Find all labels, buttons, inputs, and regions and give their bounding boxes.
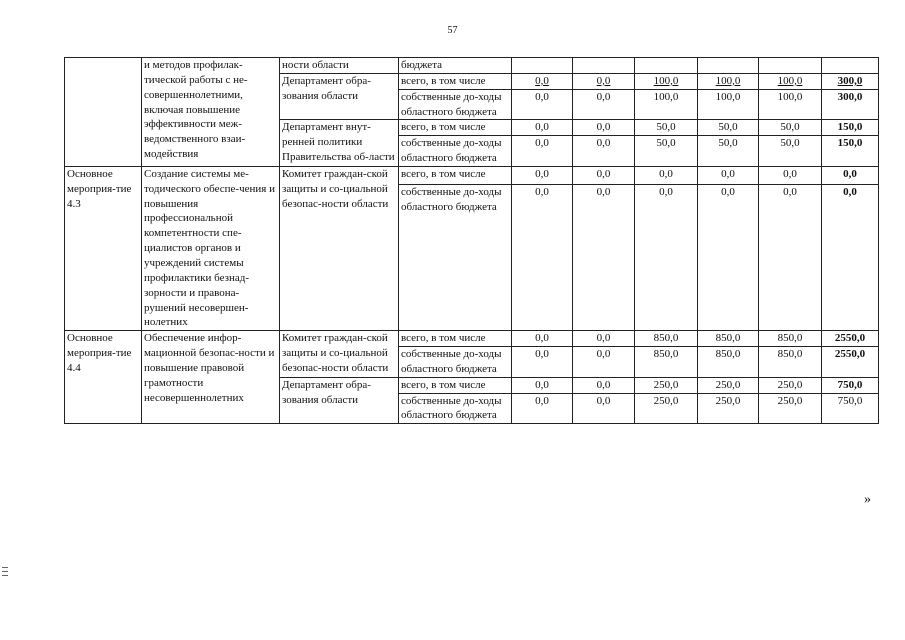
table-cell: бюджета [399, 58, 512, 74]
table-cell: 0,0 [822, 166, 879, 184]
table-cell: 0,0 [573, 166, 635, 184]
closing-quote: » [864, 492, 871, 507]
table-cell: 0,0 [759, 166, 822, 184]
table-cell: собственные до-ходы областного бюджета [399, 393, 512, 424]
table-cell: 100,0 [635, 89, 698, 120]
table-cell: 0,0 [512, 347, 573, 378]
table-cell: собственные до-ходы областного бюджета [399, 136, 512, 167]
table-cell: 50,0 [759, 120, 822, 136]
table-cell: 50,0 [698, 120, 759, 136]
table-cell: 250,0 [698, 377, 759, 393]
table-cell [635, 58, 698, 74]
table-cell: всего, в том числе [399, 166, 512, 184]
table-cell: 250,0 [698, 393, 759, 424]
table-cell: 0,0 [512, 166, 573, 184]
table-cell: Обеспечение инфор-мационной безопас-ности и повышение правовой грамотности несовершеннолетних [142, 331, 280, 424]
table-cell [759, 58, 822, 74]
table-cell: 0,0 [512, 331, 573, 347]
table-cell: 0,0 [573, 347, 635, 378]
table-cell: 0,0 [512, 393, 573, 424]
table-cell: 2550,0 [822, 347, 879, 378]
table-cell: Департамент внут-ренней политики Правительства об-ласти [280, 120, 399, 167]
table-cell: 0,0 [698, 166, 759, 184]
table-cell: 0,0 [512, 73, 573, 89]
table-cell: 0,0 [573, 331, 635, 347]
table-cell: собственные до-ходы областного бюджета [399, 347, 512, 378]
table-cell: и методов профилак-тической работы с не-совершеннолетними, включая повышение эффективности меж-ведомственного взаи-модействия [142, 58, 280, 167]
table-cell [512, 58, 573, 74]
table-cell: 0,0 [512, 136, 573, 167]
table-cell [573, 58, 635, 74]
table-cell: 850,0 [759, 347, 822, 378]
table-cell: 100,0 [759, 89, 822, 120]
table-cell: 850,0 [698, 347, 759, 378]
table-cell: Создание системы ме-тодического обеспе-чения и повышения профессиональной компетентности спе-циалистов органов и учреждений системы профилактики безнад-зорности и правона-рушений несовершен-нолетних [142, 166, 280, 330]
table-cell [822, 58, 879, 74]
table-cell: 300,0 [822, 89, 879, 120]
table-cell [698, 58, 759, 74]
table-cell: собственные до-ходы областного бюджета [399, 89, 512, 120]
table-cell: Комитет граждан-ской защиты и со-циальной безопас-ности области [280, 331, 399, 378]
table-cell: 100,0 [698, 89, 759, 120]
table-cell: Основное мероприя-тие 4.4 [65, 331, 142, 424]
table-cell: Департамент обра-зования области [280, 73, 399, 120]
table-cell: 0,0 [512, 120, 573, 136]
table-cell: Комитет граждан-ской защиты и со-циальной безопас-ности области [280, 166, 399, 330]
table-cell: всего, в том числе [399, 377, 512, 393]
table-cell: 0,0 [573, 136, 635, 167]
table-cell: ности области [280, 58, 399, 74]
table-cell: 850,0 [759, 331, 822, 347]
table-row [65, 58, 879, 74]
table-cell: 850,0 [635, 331, 698, 347]
table-cell: 0,0 [635, 185, 698, 331]
table-cell: 850,0 [698, 331, 759, 347]
table-row [65, 331, 879, 347]
table-cell: 750,0 [822, 377, 879, 393]
table-cell: 0,0 [573, 120, 635, 136]
table-cell: 0,0 [573, 73, 635, 89]
table-cell: 100,0 [635, 73, 698, 89]
table-cell: 0,0 [512, 185, 573, 331]
table-cell: 0,0 [822, 185, 879, 331]
table-cell: 0,0 [573, 393, 635, 424]
table-cell: 50,0 [635, 120, 698, 136]
table-cell: 250,0 [635, 393, 698, 424]
table-cell: 50,0 [759, 136, 822, 167]
table-cell: собственные до-ходы областного бюджета [399, 185, 512, 331]
table-cell: 0,0 [573, 185, 635, 331]
margin-mark-icon [2, 567, 8, 581]
table-cell: 150,0 [822, 120, 879, 136]
table-cell: 750,0 [822, 393, 879, 424]
table-cell: 0,0 [698, 185, 759, 331]
table-cell: 0,0 [759, 185, 822, 331]
table-cell: всего, в том числе [399, 73, 512, 89]
table-cell: 300,0 [822, 73, 879, 89]
table-cell: 0,0 [573, 377, 635, 393]
table-cell: 50,0 [635, 136, 698, 167]
table-cell: Департамент обра-зования области [280, 377, 399, 424]
table-cell: 0,0 [635, 166, 698, 184]
table-row [65, 166, 879, 184]
table-cell: Основное мероприя-тие 4.3 [65, 166, 142, 330]
table-cell: 2550,0 [822, 331, 879, 347]
table-cell: 0,0 [573, 89, 635, 120]
table-cell: 50,0 [698, 136, 759, 167]
table-cell: 250,0 [759, 377, 822, 393]
table-cell: 250,0 [759, 393, 822, 424]
table-cell: 0,0 [512, 89, 573, 120]
table-cell: всего, в том числе [399, 120, 512, 136]
table-cell: 100,0 [759, 73, 822, 89]
table-cell: 100,0 [698, 73, 759, 89]
budget-table [64, 57, 879, 424]
page-number: 57 [447, 25, 458, 36]
table-cell: 0,0 [512, 377, 573, 393]
table-cell [65, 58, 142, 167]
table-cell: всего, в том числе [399, 331, 512, 347]
table-cell: 150,0 [822, 136, 879, 167]
table-cell: 250,0 [635, 377, 698, 393]
table-cell: 850,0 [635, 347, 698, 378]
